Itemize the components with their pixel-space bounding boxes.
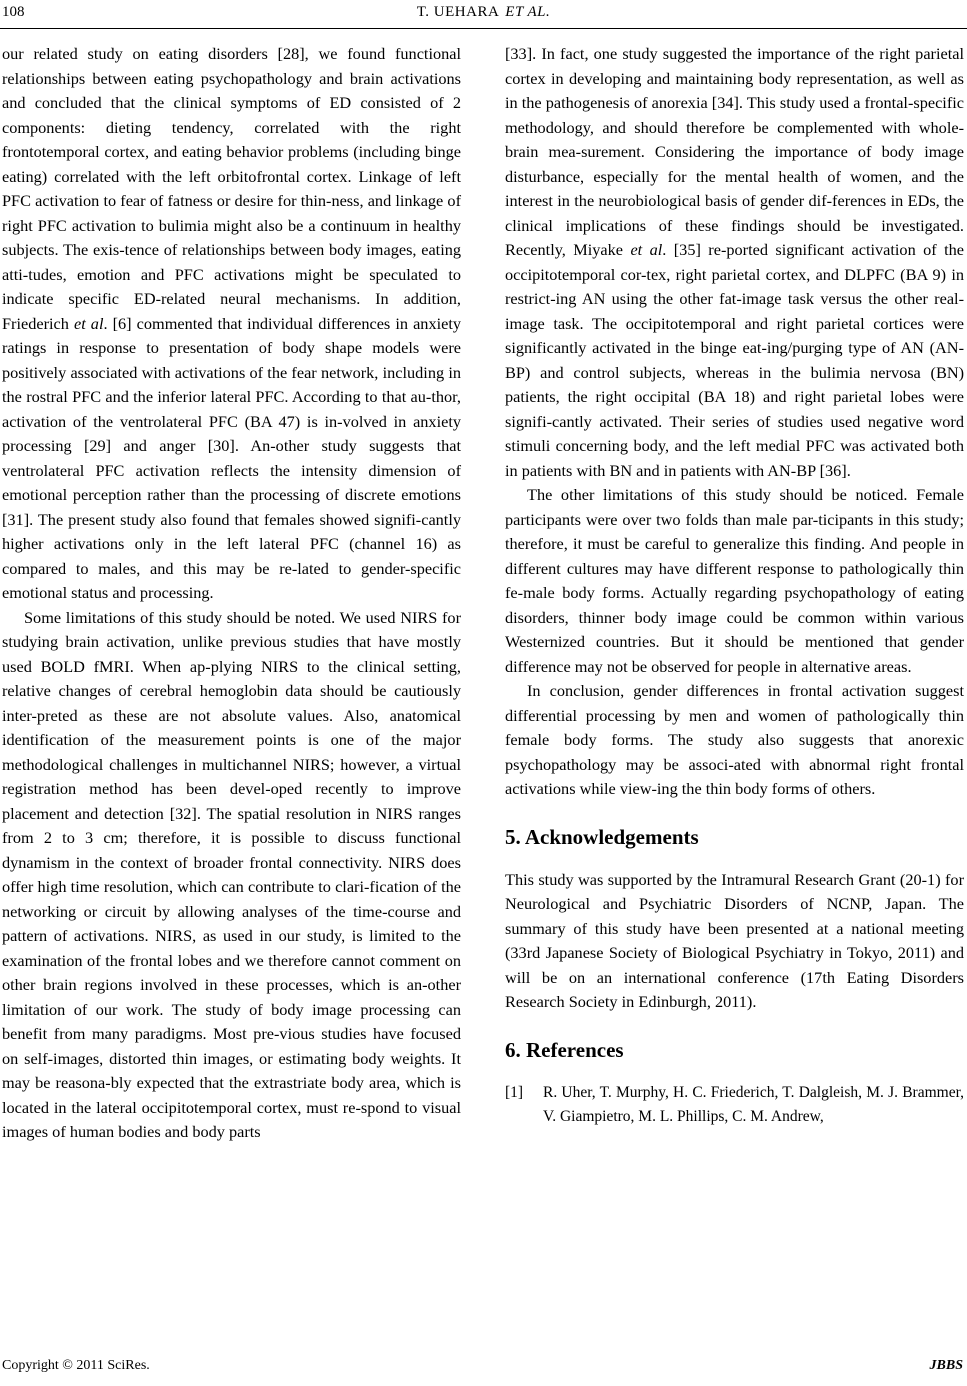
page-number: 108 <box>2 4 25 20</box>
left-paragraph-1 <box>2 42 461 606</box>
page-header <box>0 0 967 30</box>
reference-number: [1] <box>505 1083 524 1101</box>
left-p1-a: our related study on eating disorders [28], we found functional relationships between eating psychopathology and brain activations and concluded that the clinical symptoms of ED consisted of 2 components: dieting tendency, correlated with the right frontotemporal cortex, and eating behavior problems (including binge eating) correlated with the left orbitofrontal cortex. Linkage of left PFC activation to fear of fatness or desire for thin-ness, and linkage of right PFC activation to bulimia might also be a continuum in healthy subjects. The exis-tence of relationships between body images, eating atti-tudes, emotion and PFC activations might be speculated to indicate specific ED-related neural mechanisms. In addition, Friederich et al. [6] commented that individual differences in anxiety ratings in response to presentation of body shape models were positively associated with activations of the fear network, including in the rostral PFC and the inferior lateral PFC. According to that au-thor, activation of the ventrolateral PFC (BA 47) is in-volved in anxiety processing [29] and anger [30]. An-other study suggests that ventrolateral PFC activation reflects the intensity dimension of emotional perception rather than the processing of discrete emotions [31]. The present study also found that females showed signifi-cantly higher activations only in the left lateral PFC (channel 16) as compared to males, and this may be re-lated to gender-specific emotional status and processing. <box>2 44 461 602</box>
left-column <box>2 42 461 1145</box>
reference-text: R. Uher, T. Murphy, H. C. Friederich, T. Dalgleish, M. J. Brammer, V. Giampietro, M. L. Phillips, C. M. Andrew, <box>543 1083 964 1125</box>
left-paragraph-2: Some limitations of this study should be noted. We used NIRS for studying brain activation, unlike previous studies that have mostly used BOLD fMRI. When ap-plying NIRS to the clinical setting, relative changes of cerebral hemoglobin data should be cautiously inter-preted as these are not absolute values. Also, anatomical identification of the measurement points is one of the major methodological challenges in multichannel NIRS; however, a virtual registration method has been devel-oped recently to improve placement and detection [32]. The spatial resolution in NIRS ranges from 2 to 3 cm; therefore, it is possible to discuss functional dynamism in the context of broader frontal connectivity. NIRS does offer high time resolution, which can contribute to clari-fication of the networking or circuit by allowing analyses of the time-course and pattern of activations. NIRS, as used in our study, is limited to the examination of the frontal lobes and we therefore cannot comment on other brain regions involved in these processes, which is an-other limitation of our work. The study of body image processing can benefit from many paradigms. Most pre-vious studies have focused on self-images, distorted thin images, or estimating body weights. It may be reasona-bly expected that the extrastriate body area, which is located in the lateral occipitotemporal cortex, must re-spond to visual images of human bodies and body parts <box>2 607 461 1141</box>
running-head-authors: T. UEHARA <box>416 4 500 20</box>
journal-abbrev: JBBS <box>929 1358 963 1373</box>
right-column <box>505 42 964 1129</box>
right-paragraph-1: [33]. In fact, one study suggested the importance of the right parietal cortex in developing and maintaining body representation, as well as in the pathogenesis of anorexia [34]. This study used a frontal-specific methodology, and should therefore be complemented with whole-brain mea-surement. Considering the importance of body image disturbance, especially for the mental health of women, and the interest in the neurobiological basis of gender dif-ferences in EDs, the clinical implications of these findings should be investigated. Recently, Miyake et al. [35] re-ported significant activation of the occipitotemporal cor-tex, right parietal cortex, and DLPFC (BA 9) in restrict-ing AN using the other fat-image task versus the other real-image task. The occipitotemporal and right parietal cortices were significantly activated in the binge eat-ing/purging type of AN (AN-BP) and control subjects, whereas in the bulimia nervosa (BN) patients, the right occipital (BA 18) and right parietal lobes were signifi-cantly activated. Their series of studies used negative word stimuli concerning body, and the left medial PFC was activated both in patients with BN and in patients with AN-BP [36]. <box>505 44 964 480</box>
right-paragraph-2: The other limitations of this study should be noticed. Female participants were over two folds than male par-ticipants in this study; therefore, it must be careful to generalize this finding. And people in different cultures may have different response to pathologically thin fe-male body forms. Actually regarding psychopathology of eating disorders, thinner body image could be common within various Westernized countries. But it should be mentioned that gender difference may not be observed for people in alternative areas. <box>505 485 964 676</box>
page-footer <box>0 1346 967 1386</box>
copyright-notice: Copyright © 2011 SciRes. <box>2 1358 150 1373</box>
acknowledgements-heading: 5. Acknowledgements <box>505 824 699 849</box>
reference-item <box>505 1081 964 1129</box>
header-rule <box>0 28 967 29</box>
acknowledgements-text: This study was supported by the Intramural Research Grant (20-1) for Neurological and Psychiatric Disorders of NCNP, Japan. The summary of this study have been presented at a national meeting (33rd Japanese Society of Biological Psychiatry in Tokyo, 2011) and will be on an international conference (17th Eating Disorders Research Society in Edinburgh, 2011). <box>505 869 964 1011</box>
running-head <box>0 4 967 21</box>
right-paragraph-3: In conclusion, gender differences in frontal activation suggest differential processing by men and women of pathologically thin female body forms. The study also suggests that anorexic psychopathology may be associ-ated with abnormal right frontal activations while view-ing the thin body forms of others. <box>505 681 964 798</box>
running-head-et-al: ET AL. <box>505 4 551 20</box>
references-heading: 6. References <box>505 1037 624 1062</box>
